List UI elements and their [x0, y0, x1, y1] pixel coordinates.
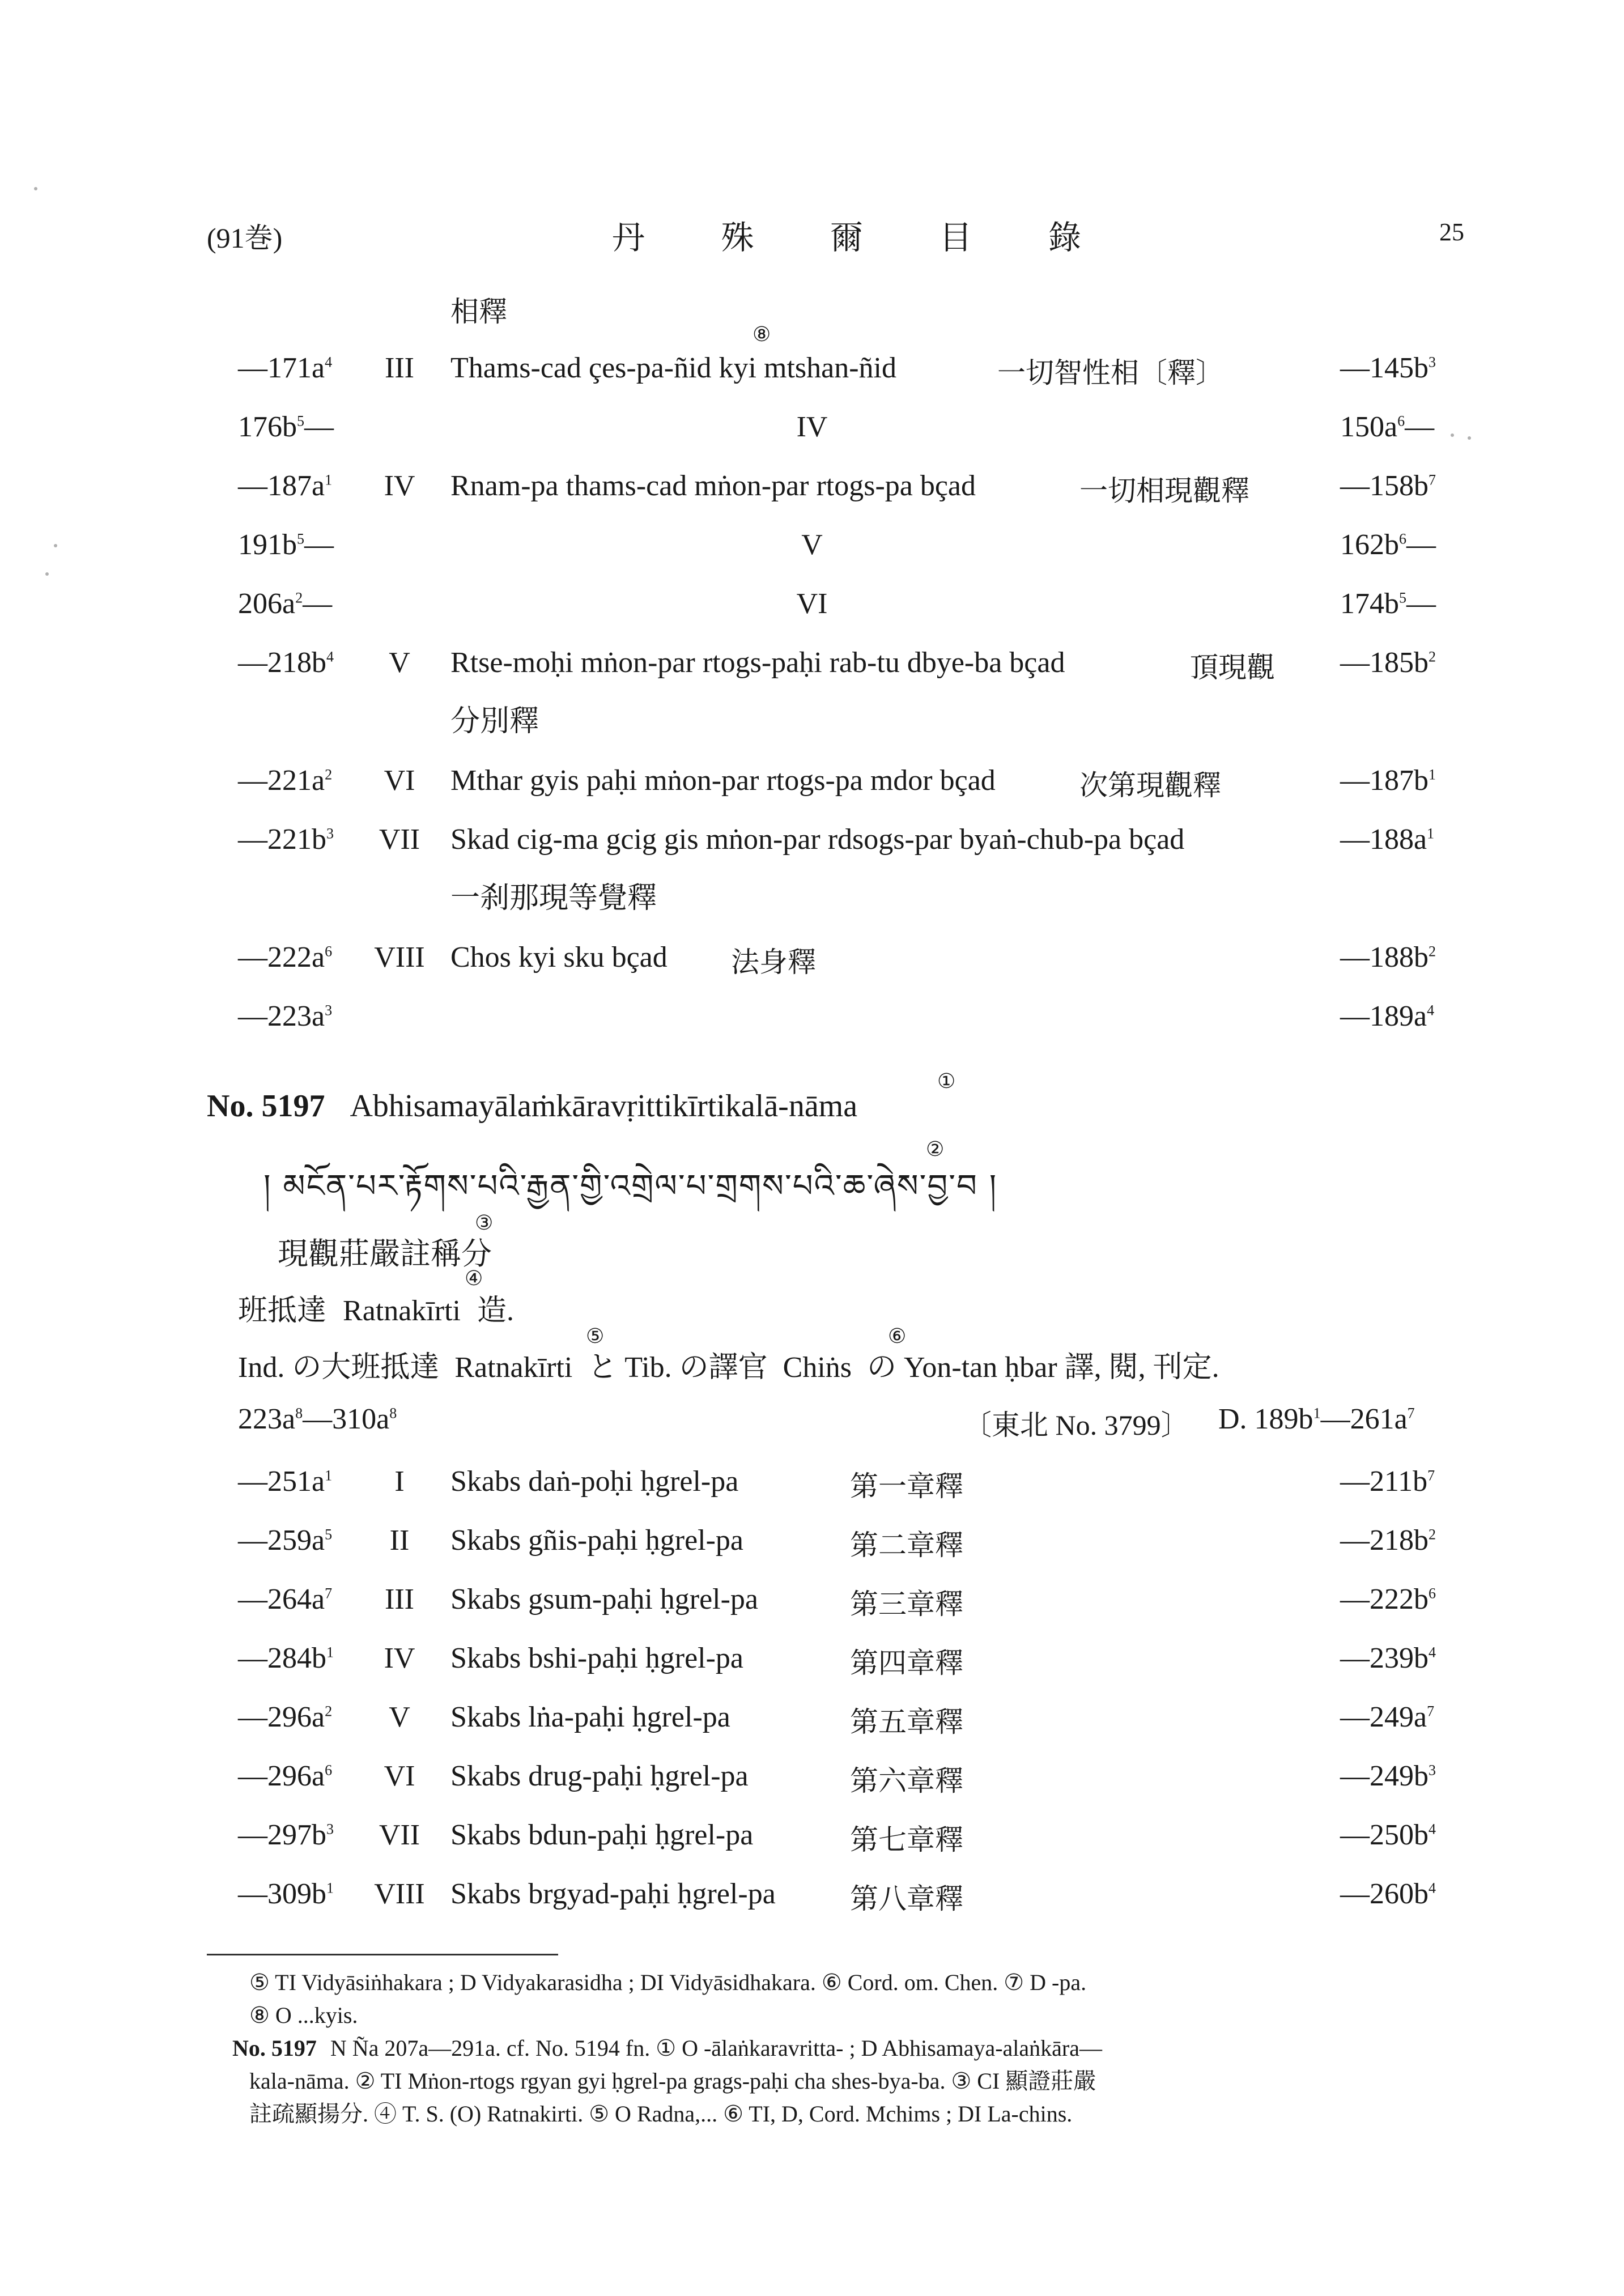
chapter-title-translation: 第四章釋 [850, 1647, 963, 1679]
chapter-title-translation: 第七章釋 [850, 1824, 963, 1856]
folio-right [1340, 522, 1436, 568]
chapter-numeral: V [389, 647, 410, 679]
folio-right-tail: — [1406, 588, 1436, 620]
chapter-divider-numeral: VI [796, 588, 828, 620]
folio-left [238, 817, 334, 862]
footnote-line-3 [232, 2032, 1102, 2065]
chapter-title: Skabs bshi-paḥi ḥgrel-pa [450, 1642, 744, 1674]
translators-part-2: と Tib. の譯官 [588, 1351, 768, 1384]
folio-left-sup: 3 [326, 825, 334, 842]
table-row [0, 1813, 1624, 1858]
folio-right [1340, 994, 1434, 1039]
folio-right [1340, 1518, 1436, 1563]
chapter-numeral: V [389, 1701, 410, 1733]
chapter-title-continuation: 分別釋 [450, 705, 539, 738]
chapter-title-translation: 一切智性相〔釋〕 [997, 357, 1224, 389]
table-row [0, 640, 1624, 686]
footnote-line-5: 註疏顯揚分. ④ T. S. (O) Ratnakirti. ⑤ O Radna,... ⑥ TI, D, Cord. Mchims ; DI La-chins. [249, 2101, 1073, 2127]
folio-right-value: —249b [1340, 1760, 1429, 1792]
note-marker-3: ③ [475, 1211, 494, 1234]
translator-name-1: Ratnakīrti [454, 1351, 573, 1384]
table-row [0, 405, 1624, 450]
folio-left-sup: 3 [325, 1002, 333, 1019]
table-row [0, 1872, 1624, 1917]
chapter-title: Mthar gyis paḥi mṅon-par rtogs-pa mdor bçad [450, 764, 996, 797]
chapter-title-translation: 一切相現觀釋 [1079, 475, 1249, 507]
folio-left [238, 1518, 332, 1563]
chapter-title-translation: 第三章釋 [850, 1588, 963, 1620]
folio-right-sup: 7 [1429, 471, 1436, 488]
folio-right-sup: 6 [1397, 413, 1405, 430]
folio-left-tail: — [304, 529, 334, 561]
folio-left-sup: 4 [325, 354, 333, 371]
folio-left-sup: 1 [325, 1467, 333, 1484]
folio-left [238, 1577, 332, 1622]
folio-right-value: —222b [1340, 1583, 1429, 1615]
folio-left [238, 1754, 332, 1799]
folio-right-sup: 3 [1429, 354, 1436, 371]
chapter-title: Skabs gsum-paḥi ḥgrel-pa [450, 1583, 759, 1615]
note-marker-5: ⑤ [586, 1325, 605, 1347]
entry-folio-range [238, 1402, 397, 1436]
folio-right [1340, 640, 1436, 686]
chapter-title: Skabs daṅ-poḥi ḥgrel-pa [450, 1465, 739, 1498]
folio-right [1340, 1459, 1435, 1504]
folio-left-value: —223a [238, 1000, 325, 1032]
folio-right-sup: 4 [1429, 1644, 1436, 1661]
folio-left-sup: 2 [295, 589, 303, 606]
footnote-line-3-text: N Ña 207a—291a. cf. No. 5194 fn. ① O -ālaṅkaravritta- ; D Abhisamaya-alaṅkāra— [330, 2035, 1102, 2061]
folio-left-value: —221a [238, 764, 325, 797]
folio-right-value: —260b [1340, 1878, 1429, 1910]
scan-speck [45, 572, 49, 576]
chapter-divider-numeral: IV [796, 411, 828, 443]
author-name: Ratnakīrti [343, 1295, 461, 1327]
folio-right-value: —239b [1340, 1642, 1429, 1674]
entry-tibetan-title: ། མངོན་པར་རྟོགས་པའི་རྒྱན་གྱི་འགྲེལ་པ་གྲགས་པའི་ཆ་ཞེས་བྱ་བ ། [263, 1168, 998, 1205]
folio-right [1340, 1872, 1436, 1917]
folio-right-value: 150a [1340, 411, 1398, 443]
folio-right [1340, 405, 1434, 450]
author-prefix: 班抵達 [238, 1295, 327, 1327]
derge-start: D. 189b [1218, 1403, 1313, 1435]
folio-right-sup: 4 [1429, 1821, 1436, 1838]
table-row-continuation [0, 876, 1624, 921]
chapter-title: Rtse-moḥi mṅon-par rtogs-paḥi rab-tu dbye-ba bçad [450, 647, 1065, 679]
footnote-divider [207, 1954, 558, 1955]
chapter-title: Skabs bdun-paḥi ḥgrel-pa [450, 1819, 754, 1851]
chapter-title-translation: 第八章釋 [850, 1883, 963, 1915]
folio-left-value: —251a [238, 1465, 325, 1498]
folio-right [1340, 581, 1436, 627]
note-marker-1: ① [937, 1070, 956, 1092]
entry-catalog-ref: 〔東北 No. 3799〕 [963, 1409, 1189, 1441]
folio-right [1340, 1695, 1434, 1740]
folio-right-value: 174b [1340, 588, 1399, 620]
entry-author-line [238, 1286, 514, 1329]
footnote-line-1: ⑤ TI Vidyāsiṅhakara ; D Vidyakarasidha ; DI Vidyāsidhakara. ⑥ Cord. om. Chen. ⑦ D -pa. [249, 1970, 1087, 1995]
scan-speck [1451, 433, 1454, 437]
chapter-numeral: I [394, 1465, 405, 1498]
folio-left-value: —309b [238, 1878, 326, 1910]
scan-speck [1468, 436, 1471, 440]
folio-left [238, 1872, 334, 1917]
folio-right-sup: 7 [1427, 1467, 1435, 1484]
folio-right-sup: 2 [1429, 1526, 1436, 1543]
table-row [0, 1577, 1624, 1622]
folio-right-tail: — [1406, 529, 1436, 561]
folio-right-value: —185b [1340, 647, 1429, 679]
folio-left-sup: 5 [297, 530, 304, 547]
folio-right-sup: 1 [1429, 766, 1436, 783]
folio-left [238, 1459, 332, 1504]
folio-left-value: —264a [238, 1583, 325, 1615]
continued-title: 相釋 [450, 296, 507, 328]
chapter-title-translation: 第六章釋 [850, 1765, 963, 1797]
folio-left-value: —187a [238, 470, 325, 502]
folio-right-sup: 6 [1399, 530, 1406, 547]
table-row [0, 1754, 1624, 1799]
folio-right-value: —211b [1340, 1465, 1428, 1498]
folio-right [1340, 935, 1436, 980]
chapter-title-translation: 法身釋 [731, 946, 816, 978]
folio-right [1340, 817, 1434, 862]
table-row [0, 1636, 1624, 1681]
chapter-title: Rnam-pa thams-cad mṅon-par rtogs-pa bçad [450, 470, 976, 502]
folio-right-value: —188b [1340, 941, 1429, 973]
table-row [0, 581, 1624, 627]
folio-right-value: —189a [1340, 1000, 1427, 1032]
chapter-title: Skabs drug-paḥi ḥgrel-pa [450, 1760, 749, 1792]
derge-end-sup: 7 [1407, 1405, 1415, 1422]
chapter-title-continuation: 一刹那現等覺釋 [450, 882, 657, 915]
chapter-numeral: III [385, 1583, 414, 1615]
chapter-numeral: VI [384, 764, 415, 797]
folio-left [238, 1695, 332, 1740]
range-start-sup: 8 [295, 1405, 303, 1422]
folio-left [238, 346, 332, 391]
folio-left-value: —171a [238, 352, 325, 384]
chapter-numeral: VII [379, 1819, 420, 1851]
folio-left-sup: 5 [325, 1526, 333, 1543]
folio-left-sup: 7 [325, 1585, 333, 1602]
volume-label: (91巻) [207, 222, 283, 254]
folio-left-value: 206a [238, 588, 296, 620]
folio-left-sup: 3 [326, 1821, 334, 1838]
chapter-title: Skad cig-ma gcig gis mṅon-par rdsogs-par byaṅ-chub-pa bçad [450, 823, 1185, 856]
table-row [0, 817, 1624, 862]
folio-left [238, 1813, 334, 1858]
folio-right-sup: 3 [1429, 1762, 1436, 1779]
page-number: 25 [1439, 218, 1464, 246]
folio-left [238, 464, 332, 509]
folio-left-sup: 1 [326, 1880, 334, 1897]
folio-left-value: 191b [238, 529, 297, 561]
folio-left-sup: 2 [325, 1703, 333, 1720]
range-start: 223a [238, 1403, 296, 1435]
entry-derge-range [1218, 1402, 1415, 1436]
chapter-divider-numeral: V [801, 529, 823, 561]
folio-left [238, 935, 332, 980]
chapter-title: Thams-cad çes-pa-ñid kyi mtshan-ñid [450, 352, 896, 384]
folio-right [1340, 1813, 1436, 1858]
folio-right-value: 162b [1340, 529, 1399, 561]
folio-left-value: —259a [238, 1524, 325, 1557]
chapter-title-translation: 頂現觀 [1190, 652, 1275, 683]
folio-left-value: —218b [238, 647, 326, 679]
folio-right-sup: 2 [1429, 648, 1436, 665]
folio-right-sup: 6 [1429, 1585, 1436, 1602]
folio-left-value: —296a [238, 1760, 325, 1792]
chapter-title-translation: 第一章釋 [850, 1470, 963, 1502]
folio-right-value: —145b [1340, 352, 1429, 384]
table-row [0, 464, 1624, 509]
folio-left-value: —222a [238, 941, 325, 973]
chapter-title: Skabs lṅa-paḥi ḥgrel-pa [450, 1701, 730, 1733]
folio-right-value: —250b [1340, 1819, 1429, 1851]
folio-right [1340, 464, 1436, 509]
table-row [0, 1459, 1624, 1504]
folio-right-sup: 5 [1399, 589, 1406, 606]
folio-right [1340, 1754, 1436, 1799]
folio-right-value: —218b [1340, 1524, 1429, 1557]
table-row [0, 1695, 1624, 1740]
folio-left-sup: 1 [326, 1644, 334, 1661]
note-marker-4: ④ [465, 1267, 483, 1290]
folio-right-value: —249a [1340, 1701, 1427, 1733]
entry-sanskrit-title: Abhisamayālaṁkāravṛittikīrtikalā-nāma [350, 1089, 858, 1124]
folio-left-sup: 1 [325, 471, 333, 488]
folio-left-sup: 6 [325, 943, 333, 960]
folio-left-sup: 6 [325, 1762, 333, 1779]
chapter-numeral: IV [384, 1642, 415, 1674]
folio-right-sup: 1 [1427, 825, 1435, 842]
folio-right [1340, 346, 1436, 391]
note-marker-2: ② [926, 1138, 945, 1160]
author-suffix: 造. [477, 1295, 514, 1327]
chapter-numeral: VII [379, 823, 420, 856]
range-end: —310a [303, 1403, 390, 1435]
folio-left [238, 758, 332, 803]
folio-left-value: 176b [238, 411, 297, 443]
entry-heading [207, 1088, 857, 1124]
chapter-title: Chos kyi sku bçad [450, 941, 668, 973]
scan-speck [54, 544, 57, 547]
entry-chinese-title: 現觀莊嚴註稱分 [278, 1237, 492, 1271]
folio-right-value: —187b [1340, 764, 1429, 797]
chapter-title: Skabs gñis-paḥi ḥgrel-pa [450, 1524, 744, 1557]
folio-left-value: —221b [238, 823, 326, 856]
folio-left-sup: 4 [326, 648, 334, 665]
folio-right-sup: 2 [1429, 943, 1436, 960]
folio-right-sup: 4 [1427, 1002, 1435, 1019]
folio-left-value: —284b [238, 1642, 326, 1674]
table-row [0, 1518, 1624, 1563]
table-row [0, 758, 1624, 803]
folio-right-sup: 7 [1427, 1703, 1435, 1720]
chapter-title-translation: 次第現觀釋 [1079, 769, 1221, 801]
chapter-numeral: VIII [374, 1878, 425, 1910]
entry-number: No. 5197 [207, 1089, 325, 1124]
folio-right [1340, 758, 1436, 803]
folio-left-value: —296a [238, 1701, 325, 1733]
folio-right-tail: — [1405, 411, 1435, 443]
folio-left-tail: — [303, 588, 333, 620]
folio-left [238, 1636, 334, 1681]
derge-start-sup: 1 [1313, 1405, 1321, 1422]
chapter-numeral: III [385, 352, 414, 384]
note-marker: ⑧ [753, 323, 771, 346]
chapter-title: Skabs brgyad-paḥi ḥgrel-pa [450, 1878, 776, 1910]
note-marker-6: ⑥ [888, 1325, 907, 1347]
translator-name-2: Chiṅs [783, 1351, 852, 1384]
folio-left-value: —297b [238, 1819, 326, 1851]
chapter-numeral: IV [384, 470, 415, 502]
table-row [0, 522, 1624, 568]
scan-speck [34, 187, 37, 190]
folio-right-value: —188a [1340, 823, 1427, 856]
page-title: 丹 殊 爾 目 錄 [612, 219, 1116, 256]
entry-translators-line [238, 1343, 1219, 1385]
translators-part-1: Ind. の大班抵達 [238, 1351, 440, 1384]
folio-right-sup: 4 [1429, 1880, 1436, 1897]
folio-right-value: —158b [1340, 470, 1429, 502]
folio-left-sup: 5 [297, 413, 304, 430]
folio-left [238, 994, 332, 1039]
folio-right [1340, 1636, 1436, 1681]
footnote-line-2: ⑧ O ...kyis. [249, 2002, 358, 2028]
table-row-continuation [0, 699, 1624, 745]
range-end-sup: 8 [389, 1405, 397, 1422]
table-row [0, 323, 1624, 391]
chapter-title-translation: 第二章釋 [850, 1529, 963, 1561]
folio-left [238, 640, 334, 686]
footnote-line-4: kala-nāma. ② TI Mṅon-rtogs rgyan gyi ḥgrel-pa grags-paḥi cha shes-bya-ba. ③ CI 顯證莊嚴 [249, 2068, 1096, 2094]
chapter-title-translation: 第五章釋 [850, 1706, 963, 1738]
chapter-numeral: II [389, 1524, 410, 1557]
chapter-numeral: VIII [374, 941, 425, 973]
table-row [0, 994, 1624, 1039]
folio-right [1340, 1577, 1436, 1622]
footnote-entry-number: No. 5197 [232, 2035, 317, 2061]
folio-left-sup: 2 [325, 766, 333, 783]
chapter-numeral: VI [384, 1760, 415, 1792]
translators-part-3: の Yon-tan ḥbar 譯, 閱, 刊定. [867, 1351, 1219, 1384]
folio-left-tail: — [304, 411, 334, 443]
derge-end: —261a [1320, 1403, 1408, 1435]
